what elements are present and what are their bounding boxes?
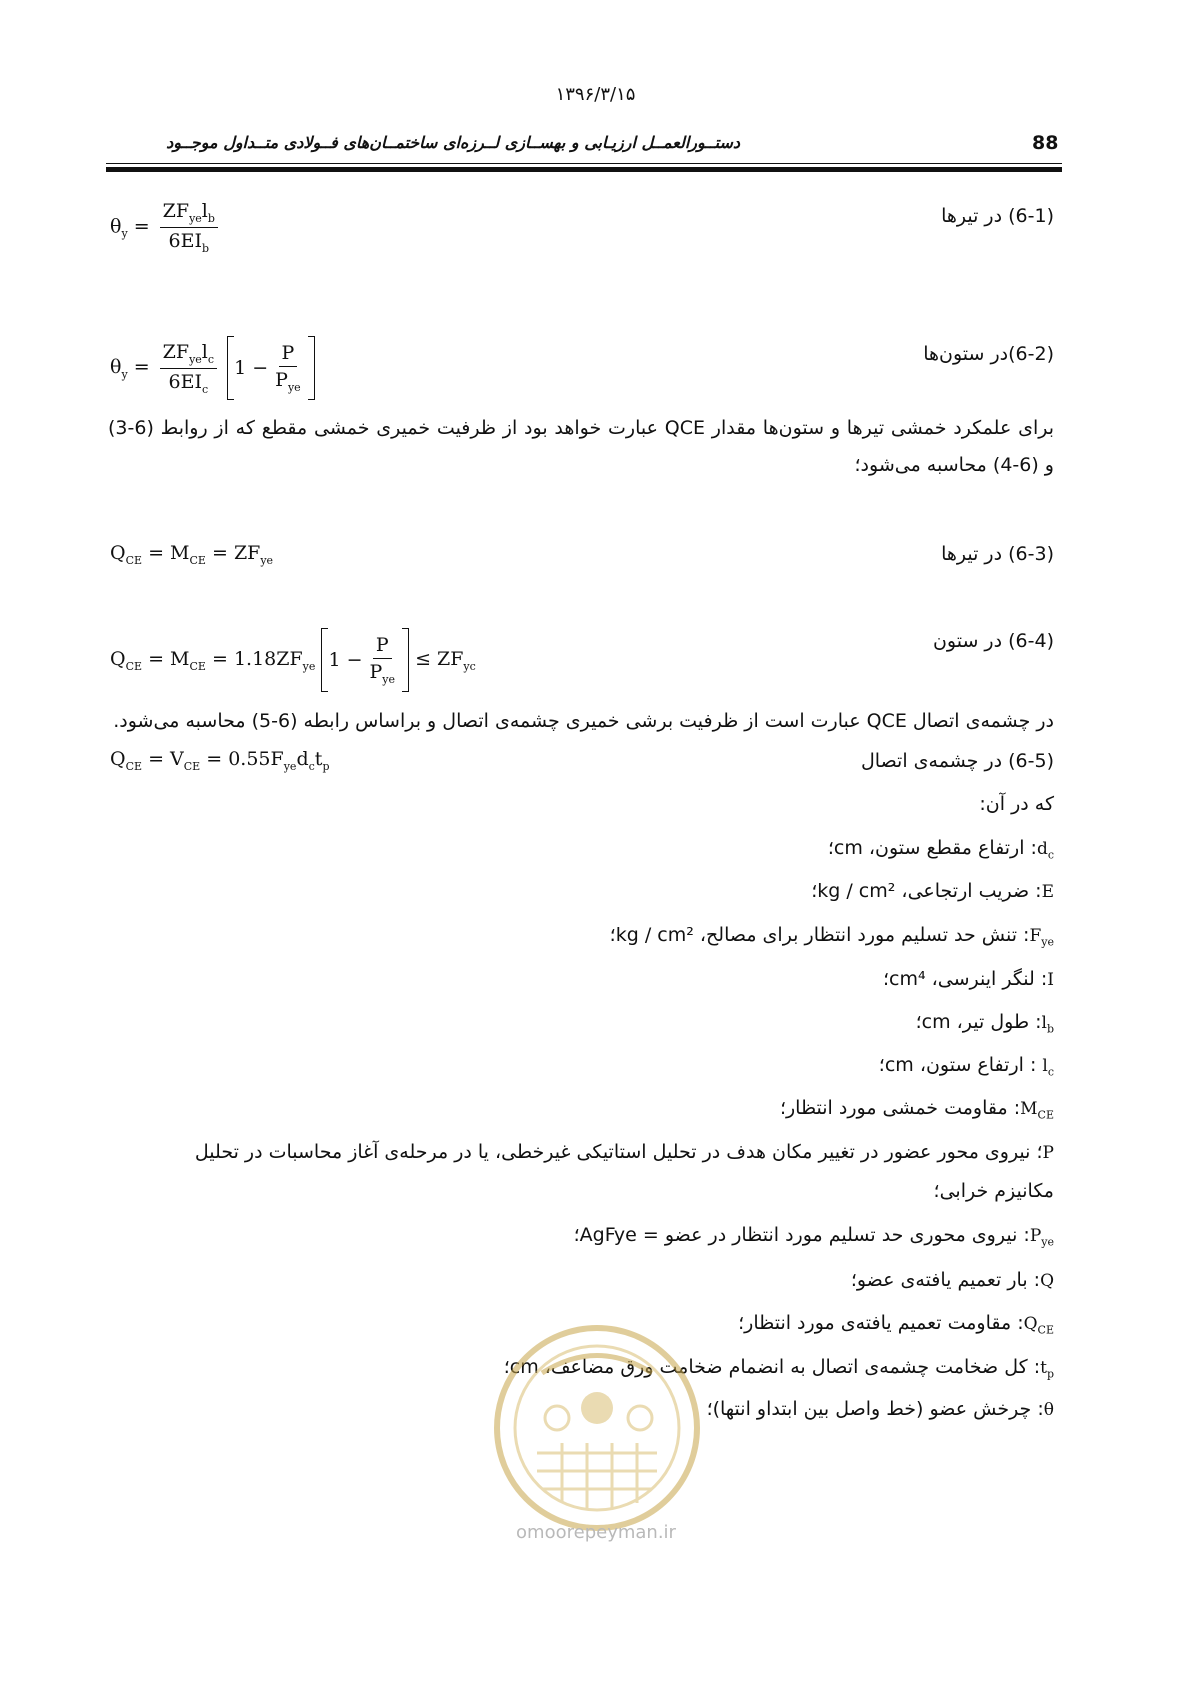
def-P: P؛ نیروی محور عضور در تغییر مکان هدف در تحلیل استاتیکی غیرخطی، یا در مرحله‌ی آغاز محاسبات در تحلیل [194,1141,1054,1163]
def-Q: Q: بار تعمیم یافته‌ی عضو؛ [850,1269,1054,1291]
page-number: 88 [1032,132,1059,154]
paragraph-panel-zone: در چشمه‌ی اتصال QCE عبارت است از ظرفیت برشی خمیری چشمه‌ی اتصال و براساس رابطه (6-5) محاسبه می‌شود. [113,710,1054,732]
eq5-formula: $Q_{CE} = V_{CE} = 0.55F_{ye}d_ct_p$ [110,748,330,773]
def-Fye: $F_{ye}$: تنش حد تسلیم مورد انتظار برای مصالح، kg / cm²؛ [609,924,1054,949]
eq2-formula: $\theta_y$ = $\frac{ZF_{ye}l_c}{6EI_c}$ 1 − $\frac{P}{P_{ye}}$ [110,336,315,400]
paragraph-beam-column: برای علمکرد خمشی تیرها و ستون‌ها مقدار QCE عبارت خواهد بود از ظرفیت خمیری خمشی مقطع که از روابط (6-3) و (6-4) محاسبه می‌شود؛ [108,417,1054,476]
watermark-url: omoorepeyman.ir [516,1522,676,1543]
def-E: E: ضریب ارتجاعی، kg / cm²؛ [811,880,1054,902]
where-heading: که در آن: [979,793,1054,815]
def-P-continued: مکانیزم خرابی؛ [933,1180,1054,1202]
header-rule [106,167,1062,172]
eq1-formula: $\theta_y$ = $\frac{ZF_{ye}l_b}{6EI_b}$ [110,200,222,255]
eq4-label: (6-4) در ستون [932,630,1054,652]
watermark-seal-logo [492,1323,702,1533]
running-title: دستــورالعمــل ارزیـابی و بهســازی لــرزه‌ای ساختمــان‌های فــولادی متــداول موجــود [166,133,740,152]
def-dc: $d_c$: ارتفاع مقطع ستون، cm؛ [827,837,1054,862]
def-theta: θ: چرخش عضو (خط واصل بین ابتداو انتها)؛ [706,1398,1054,1420]
eq4-formula: $Q_{CE} = M_{CE} = 1.18ZF_{ye}$ 1 − $\frac{P}{P_{ye}}$ ≤ $ZF_{yc}$ [110,628,476,692]
eq5-label: (6-5) در چشمه‌ی اتصال [860,750,1054,772]
eq3-formula: $Q_{CE} = M_{CE} = ZF_{ye}$ [110,542,274,567]
eq1-label: (6-1) در تیرها [941,205,1054,227]
def-I: I: لنگر اینرسی، cm⁴؛ [882,968,1054,990]
eq2-label: (6-2)در ستون‌ها [923,343,1054,365]
def-QCE: $Q_{CE}$: مقاومت تعمیم یافته‌ی مورد انتظار؛ [738,1312,1054,1337]
def-MCE: $M_{CE}$: مقاومت خمشی مورد انتظار؛ [779,1097,1054,1122]
def-lc: $l_c$ : ارتفاع ستون، cm؛ [878,1054,1054,1079]
header-date: ۱۳۹۶/۳/۱۵ [555,84,636,105]
def-tp: $t_p$: کل ضخامت چشمه‌ی اتصال به انضمام ضخامت ورق مضاعف، cm؛ [503,1356,1054,1381]
header-rule-thin [106,163,1062,164]
def-lb: $l_b$: طول تیر، cm؛ [915,1011,1054,1036]
eq3-label: (6-3) در تیرها [941,543,1054,565]
def-Pye: $P_{ye}$: نیروی محوری حد تسلیم مورد انتظار در عضو = AgFye؛ [573,1224,1054,1249]
